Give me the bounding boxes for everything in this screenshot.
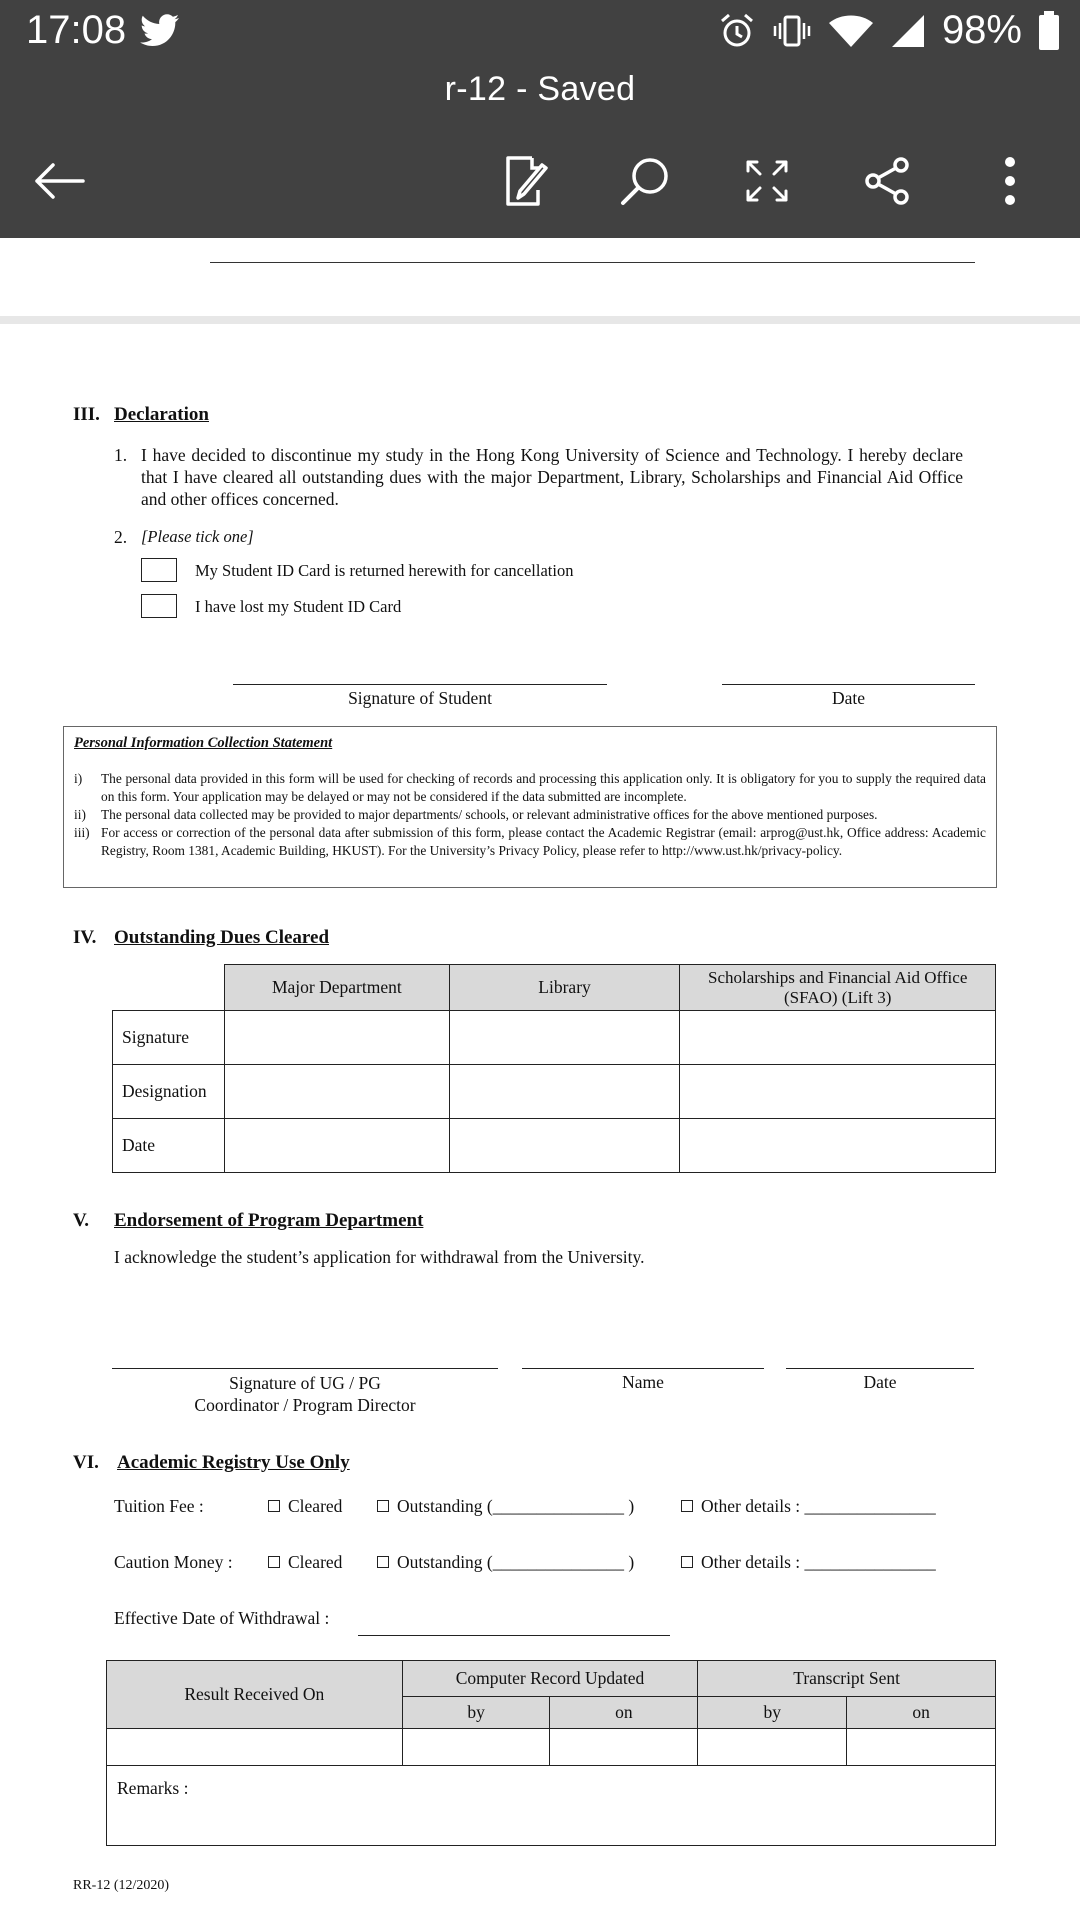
tuition-fee-label: Tuition Fee : (114, 1496, 204, 1516)
pics-item: ii) The personal data collected may be provided to major departments/ schools, or relevant administrative offices for the above mentioned purposes. (74, 807, 878, 822)
dues-table (112, 964, 996, 1173)
endorsement-text: I acknowledge the student’s application for withdrawal from the University. (114, 1247, 645, 1267)
checkbox-icon (377, 1500, 389, 1512)
registry-cell[interactable] (402, 1729, 550, 1766)
section-5-title: Endorsement of Program Department (114, 1210, 424, 1231)
tuition-outstanding-option[interactable]: Outstanding (_______________ ) (377, 1496, 634, 1517)
declaration-text: I have decided to discontinue my study in the Hong Kong University of Science and Technology. I hereby declare that I have cleared all outstanding dues with the major Department, Library, Scholarships and Financial Aid Office and other offices concerned. (141, 445, 963, 509)
tick-instruction: [Please tick one] (141, 527, 254, 546)
coordinator-signature-line[interactable] (112, 1368, 498, 1369)
section-6-title: Academic Registry Use Only (117, 1452, 350, 1473)
dues-row-designation: Designation (113, 1065, 225, 1119)
checkbox-icon (268, 1500, 280, 1512)
dues-cell[interactable] (449, 1119, 680, 1173)
student-date-label: Date (831, 688, 866, 708)
more-icon[interactable] (975, 146, 1045, 216)
personal-info-statement (63, 726, 997, 888)
dues-cell[interactable] (224, 1065, 449, 1119)
registry-cell[interactable] (107, 1729, 403, 1766)
student-signature-label: Signature of Student (348, 688, 492, 708)
document-page (0, 324, 1080, 1920)
wifi-icon (828, 13, 874, 49)
section-4-number: IV. (73, 927, 97, 948)
record-on-header: on (550, 1697, 698, 1729)
section-3-number: III. (73, 404, 100, 425)
dues-row-signature: Signature (113, 1011, 225, 1065)
endorser-name-line[interactable] (522, 1368, 764, 1369)
pics-title: Personal Information Collection Statement (74, 735, 333, 751)
page-separator (0, 316, 1080, 324)
dues-col-sfao: Scholarships and Financial Aid Office (SFAO) (Lift 3) (680, 965, 996, 1011)
remarks-field[interactable] (107, 1766, 996, 1846)
search-icon[interactable] (610, 146, 680, 216)
dues-cell[interactable] (224, 1119, 449, 1173)
previous-page-bottom (0, 238, 1080, 318)
dues-col-department: Major Department (224, 965, 449, 1011)
caution-outstanding-option[interactable]: Outstanding (_______________ ) (377, 1552, 634, 1573)
signal-icon (890, 13, 926, 49)
computer-record-header: Computer Record Updated (402, 1661, 698, 1697)
id-lost-checkbox[interactable] (141, 594, 177, 618)
effective-date-line[interactable] (358, 1635, 670, 1636)
checkbox-icon (681, 1500, 693, 1512)
coordinator-signature-label: Signature of UG / PG Coordinator / Program Director (194, 1373, 416, 1415)
id-lost-label: I have lost my Student ID Card (195, 597, 402, 616)
section-4-title: Outstanding Dues Cleared (114, 927, 330, 948)
status-bar (0, 0, 1080, 64)
section-3-title: Declaration (114, 404, 209, 425)
id-returned-label: My Student ID Card is returned herewith for cancellation (195, 561, 574, 580)
tuition-other-option[interactable]: Other details : _______________ (681, 1496, 936, 1517)
endorsement-date-line[interactable] (786, 1368, 974, 1369)
item-2-number: 2. (114, 527, 128, 547)
endorser-name-label: Name (622, 1372, 664, 1392)
fullscreen-icon[interactable] (732, 146, 802, 216)
back-arrow-icon[interactable] (24, 146, 94, 216)
caution-money-label: Caution Money : (114, 1552, 233, 1572)
registry-cell[interactable] (550, 1729, 698, 1766)
caution-cleared-option[interactable]: Cleared (268, 1552, 342, 1573)
transcript-by-header: by (698, 1697, 847, 1729)
checkbox-icon (377, 1556, 389, 1568)
id-returned-checkbox[interactable] (141, 558, 177, 582)
battery-text: 98% (941, 8, 1022, 52)
alarm-icon (718, 12, 756, 50)
dues-cell[interactable] (680, 1011, 996, 1065)
caution-other-option[interactable]: Other details : _______________ (681, 1552, 936, 1573)
dues-cell[interactable] (224, 1011, 449, 1065)
tuition-cleared-option[interactable]: Cleared (268, 1496, 342, 1517)
pics-item: iii) For access or correction of the personal data after submission of this form, please contact the Academic Registrar (email: arprog@ust.hk, Office address: Academic Registry, Room 1381, Academic Building, HKUST). For the University’s Privacy Policy, please refer to http://www.ust.hk/privacy-policy. (74, 825, 986, 858)
form-code: RR-12 (12/2020) (73, 1878, 170, 1893)
dues-row-date: Date (113, 1119, 225, 1173)
share-icon[interactable] (852, 146, 922, 216)
result-received-header: Result Received On (107, 1661, 403, 1729)
dues-col-library: Library (449, 965, 680, 1011)
item-1-number: 1. (114, 445, 128, 465)
document-title: r-12 - Saved (444, 70, 636, 108)
effective-date-label: Effective Date of Withdrawal : (114, 1608, 330, 1628)
record-by-header: by (402, 1697, 550, 1729)
registry-cell[interactable] (847, 1729, 996, 1766)
endorsement-date-label: Date (863, 1372, 897, 1392)
app-toolbar (0, 64, 1080, 238)
student-date-line[interactable] (722, 684, 975, 685)
transcript-on-header: on (847, 1697, 996, 1729)
dues-cell[interactable] (449, 1011, 680, 1065)
previous-page-line (210, 262, 975, 263)
checkbox-icon (681, 1556, 693, 1568)
status-time: 17:08 (26, 8, 127, 52)
student-signature-line[interactable] (233, 684, 607, 685)
dues-cell[interactable] (449, 1065, 680, 1119)
remarks-label: Remarks : (117, 1778, 189, 1798)
twitter-icon (140, 14, 180, 53)
checkbox-icon (268, 1556, 280, 1568)
registry-table (106, 1660, 996, 1846)
registry-cell[interactable] (698, 1729, 847, 1766)
vibrate-icon (772, 13, 812, 49)
battery-icon (1038, 11, 1060, 51)
transcript-sent-header: Transcript Sent (698, 1661, 996, 1697)
dues-cell[interactable] (680, 1119, 996, 1173)
edit-icon[interactable] (492, 146, 562, 216)
section-5-number: V. (73, 1210, 90, 1231)
dues-cell[interactable] (680, 1065, 996, 1119)
section-6-number: VI. (73, 1452, 99, 1473)
pics-item: i) The personal data provided in this form will be used for checking of records and processing this application only. It is obligatory for you to supply the required data on this form. Your application may be delayed or may not be considered if the data submitted are incomplete. (74, 771, 986, 804)
